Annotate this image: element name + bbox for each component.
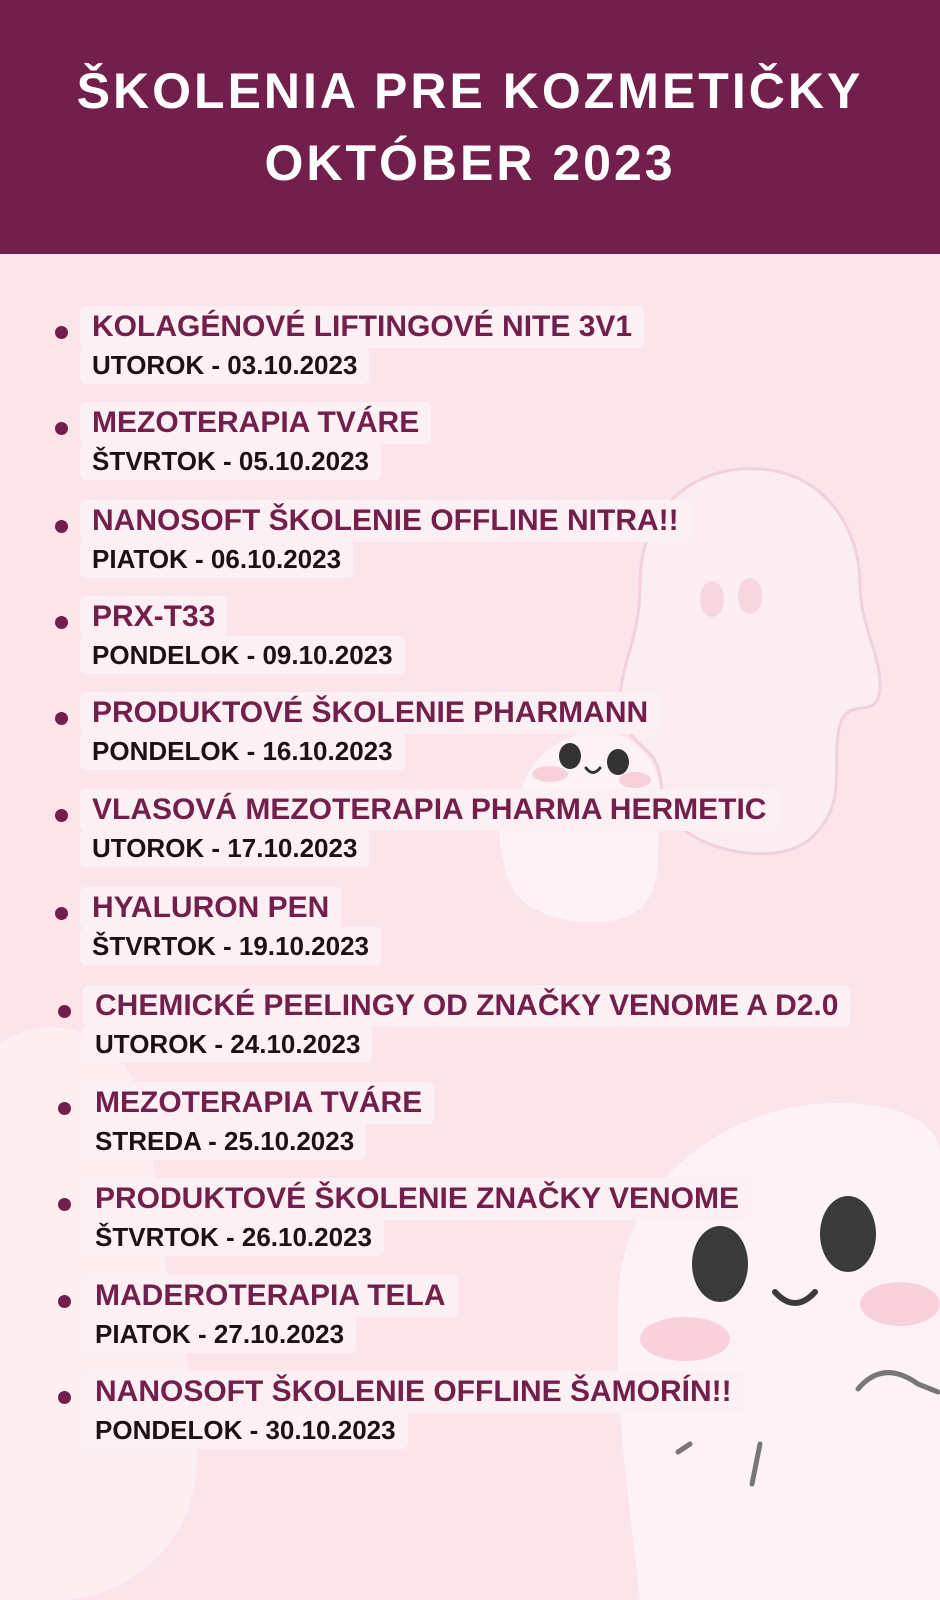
event-date: ŠTVRTOK - 05.10.2023: [80, 442, 381, 480]
page-title: ŠKOLENIA PRE KOZMETIČKY: [76, 63, 864, 119]
event-date: PONDELOK - 30.10.2023: [83, 1411, 408, 1449]
bullet-icon: [55, 326, 68, 339]
event-date: STREDA - 25.10.2023: [83, 1122, 366, 1160]
event-date: ŠTVRTOK - 19.10.2023: [80, 927, 381, 965]
event-date: PIATOK - 27.10.2023: [83, 1315, 356, 1353]
list-item: [0, 692, 940, 788]
list-item: [0, 596, 940, 692]
bullet-icon: [55, 422, 68, 435]
bullet-icon: [55, 712, 68, 725]
list-item: [0, 1082, 940, 1178]
bullet-icon: [55, 907, 68, 920]
bullet-icon: [58, 1198, 71, 1211]
event-title: KOLAGÉNOVÉ LIFTINGOVÉ NITE 3V1: [80, 306, 644, 348]
bullet-icon: [55, 520, 68, 533]
header-banner: [0, 0, 940, 254]
list-item: [0, 789, 940, 885]
page-subtitle: OKTÓBER 2023: [264, 135, 676, 191]
bullet-icon: [58, 1295, 71, 1308]
list-item: [0, 985, 940, 1081]
list-item: [0, 1275, 940, 1371]
event-date: UTOROK - 17.10.2023: [80, 829, 369, 867]
event-title: VLASOVÁ MEZOTERAPIA PHARMA HERMETIC: [80, 789, 778, 831]
event-title: CHEMICKÉ PEELINGY OD ZNAČKY VENOME A D2.0: [83, 985, 850, 1027]
bullet-icon: [58, 1005, 71, 1018]
event-title: PRODUKTOVÉ ŠKOLENIE ZNAČKY VENOME: [83, 1178, 751, 1220]
list-item: [0, 887, 940, 983]
event-date: PONDELOK - 16.10.2023: [80, 732, 405, 770]
bullet-icon: [55, 616, 68, 629]
event-title: MEZOTERAPIA TVÁRE: [83, 1082, 434, 1124]
event-title: NANOSOFT ŠKOLENIE OFFLINE NITRA!!: [80, 500, 691, 542]
bullet-icon: [58, 1391, 71, 1404]
event-date: PIATOK - 06.10.2023: [80, 540, 353, 578]
event-title: NANOSOFT ŠKOLENIE OFFLINE ŠAMORÍN!!: [83, 1371, 744, 1413]
event-title: PRODUKTOVÉ ŠKOLENIE PHARMANN: [80, 692, 660, 734]
list-item: [0, 1178, 940, 1274]
event-title: MADEROTERAPIA TELA: [83, 1275, 458, 1317]
event-title: HYALURON PEN: [80, 887, 341, 929]
bullet-icon: [55, 809, 68, 822]
event-title: MEZOTERAPIA TVÁRE: [80, 402, 431, 444]
event-title: PRX-T33: [80, 596, 227, 638]
event-date: PONDELOK - 09.10.2023: [80, 636, 405, 674]
list-item: [0, 402, 940, 498]
list-item: [0, 1371, 940, 1467]
event-date: UTOROK - 24.10.2023: [83, 1025, 372, 1063]
event-date: ŠTVRTOK - 26.10.2023: [83, 1218, 384, 1256]
event-date: UTOROK - 03.10.2023: [80, 346, 369, 384]
list-item: [0, 306, 940, 402]
list-item: [0, 500, 940, 596]
bullet-icon: [58, 1102, 71, 1115]
